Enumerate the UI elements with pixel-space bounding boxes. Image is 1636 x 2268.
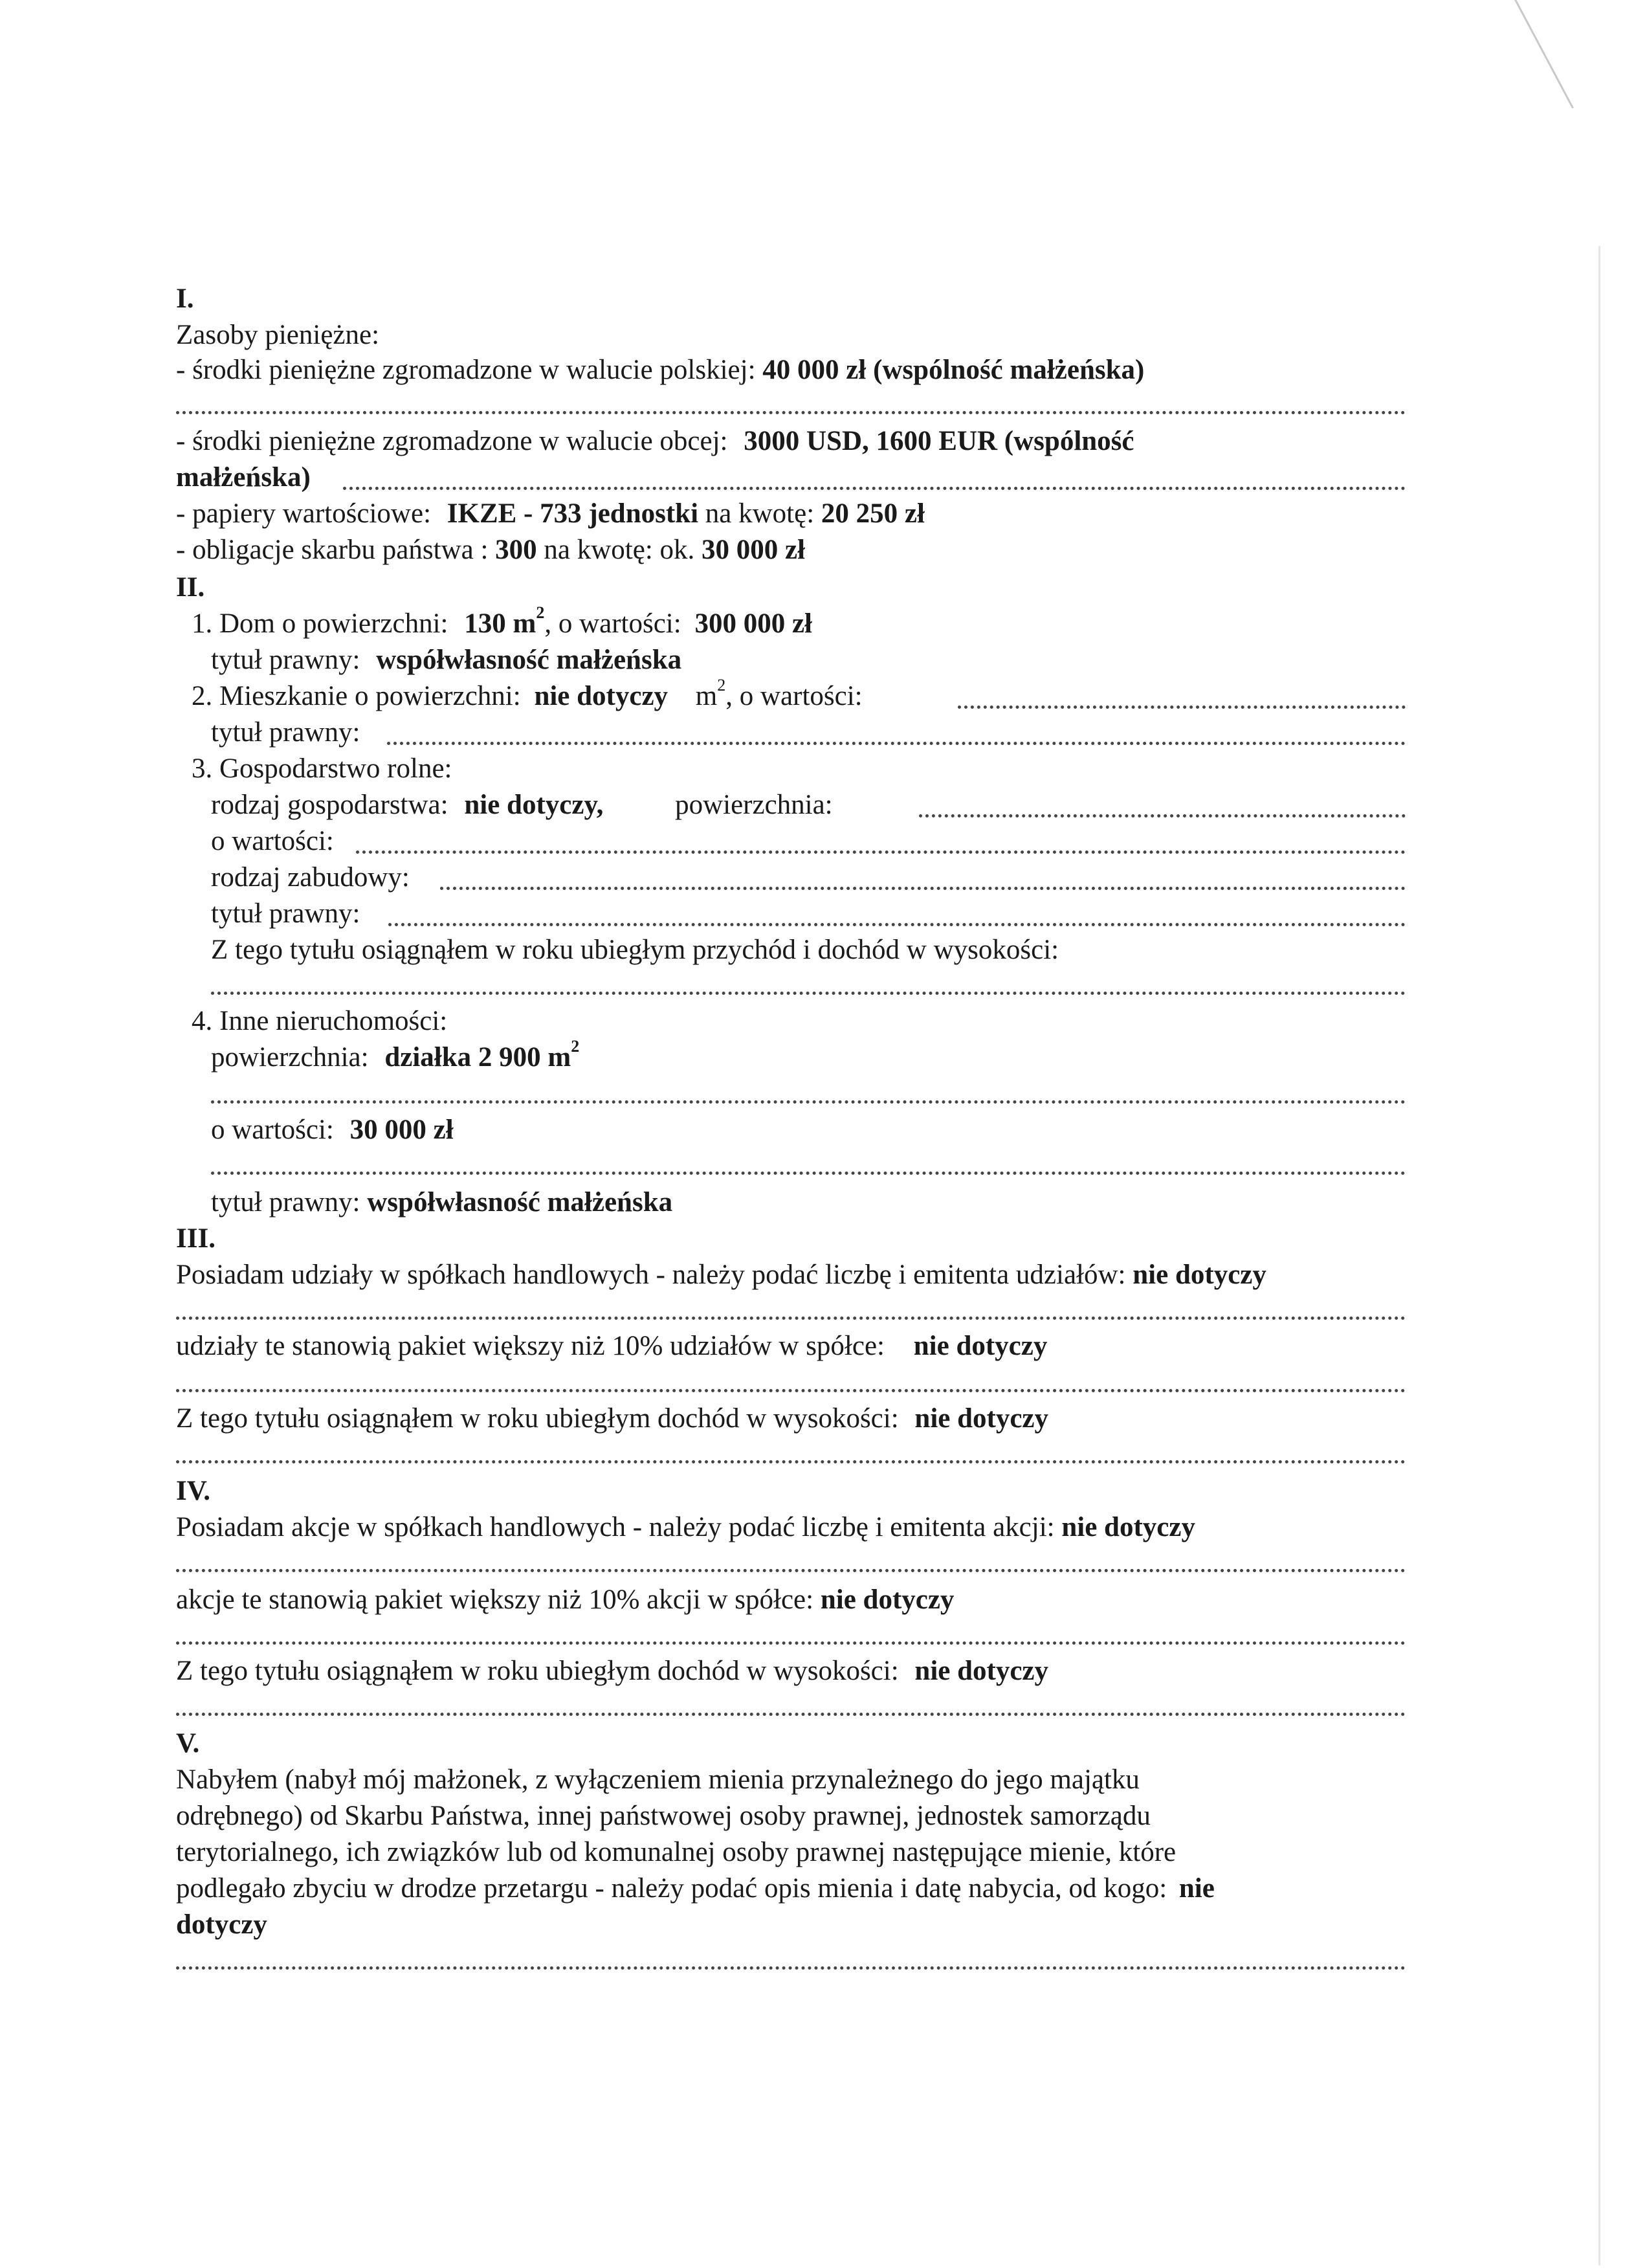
dotted-line [440,887,1406,890]
dotted-line [211,1100,1406,1104]
dotted-line [176,411,1406,414]
securities-amount: 20 250 zł [821,498,925,529]
house-area: 130 $m^2$ [464,603,545,639]
cash-foreign-value-cont: małżeńska) [176,462,311,493]
farm-area-label: powierzchnia: [675,790,833,820]
dotted-line [387,742,1406,745]
farm-buildings-label: rodzaj zabudowy: [211,862,410,893]
dotted-line [176,1389,1406,1392]
other-area-value: działka 2 900 $m^2$ [384,1037,580,1073]
cash-foreign-row [176,427,1134,455]
acquisition-value-b: dotyczy [176,1909,267,1940]
cash-title: Zasoby pieniężne: [176,320,380,350]
stock-value: nie dotyczy [1061,1512,1195,1542]
acquisition-line-4-text: podlegało zbyciu w drodze przetargu - należy podać opis mienia i datę nabycia, od kogo: [176,1873,1167,1904]
section-i-heading: I. [176,284,194,314]
bonds-mid: na kwotę: ok. [544,535,695,565]
other-title-label: tytuł prawny: [211,1187,360,1217]
flat-row [192,676,863,711]
other-value: 30 000 zł [349,1115,454,1145]
other-title-row [211,1188,672,1216]
dotted-line [211,992,1406,995]
section-v-heading: V. [176,1728,200,1759]
farm-label: 3. Gospodarstwo rolne: [192,753,452,784]
dotted-line [176,1966,1406,1970]
flat-area: nie dotyczy [534,681,669,711]
stock-income-value: nie dotyczy [914,1656,1049,1686]
acquisition-line-1: Nabyłem (nabył mój małżonek, z wyłączeniem mienia przynależnego do jego majątku [176,1764,1140,1795]
house-title-label: tytuł prawny: [211,645,360,675]
farm-title-label: tytuł prawny: [211,898,360,929]
cash-foreign-label: - środki pieniężne zgromadzone w walucie obcej: [176,426,728,456]
shares-pkg-row [176,1332,1047,1360]
flat-value-label: , o wartości: [725,681,863,711]
section-iv-heading: IV. [176,1476,210,1506]
cash-pln-label: - środki pieniężne zgromadzone w walucie polskiej: [176,355,756,385]
dotted-line [211,1172,1406,1175]
stock-row [176,1513,1195,1541]
shares-income-label: Z tego tytułu osiągnąłem w roku ubiegłym dochód w wysokości: [176,1403,899,1434]
house-value-label: , o wartości: [544,608,681,639]
section-iii-heading: III. [176,1223,216,1254]
section-ii-heading: II. [176,572,205,603]
bonds-amount: 30 000 zł [702,535,806,565]
cash-foreign-value: 3000 USD, 1600 EUR (wspólność [744,426,1134,456]
stock-pkg-label: akcje te stanowią pakiet większy niż 10% akcji w spółce: [176,1584,814,1615]
dotted-line [176,1569,1406,1572]
shares-pkg-value: nie dotyczy [913,1331,1048,1361]
flat-label: 2. Mieszkanie o powierzchni: [192,681,521,711]
stock-income-row [176,1657,1048,1685]
acquisition-value-a: nie [1178,1873,1215,1904]
stock-pkg-value: nie dotyczy [820,1584,955,1615]
dotted-line [958,706,1406,709]
scan-edge-line [1514,0,1574,109]
farm-type-value: nie dotyczy, [464,790,604,820]
cash-pln-value: 40 000 zł (wspólność małżeńska) [762,355,1145,385]
other-title-value: współwłasność małżeńska [367,1187,673,1217]
securities-label: - papiery wartościowe: [176,498,432,529]
stock-pkg-row [176,1586,954,1614]
dotted-line [919,814,1406,817]
bonds-row [176,536,805,564]
acquisition-line-3: terytorialnego, ich związków lub od komunalnej osoby prawnej następujące mienie, które [176,1837,1177,1867]
house-row [192,603,812,639]
shares-row [176,1261,1266,1289]
securities-row [176,500,925,528]
scan-edge-line [1598,246,1600,2265]
dotted-line [176,1713,1406,1716]
farm-value-label: o wartości: [211,826,334,856]
house-title-value: współwłasność małżeńska [376,645,682,675]
bonds-qty: 300 [495,535,537,565]
flat-title-label: tytuł prawny: [211,717,360,748]
dotted-line [176,1317,1406,1320]
dotted-line [176,1641,1406,1645]
stock-label: Posiadam akcje w spółkach handlowych - należy podać liczbę i emitenta akcji: [176,1512,1055,1542]
dotted-line [356,850,1406,854]
acquisition-line-4 [176,1874,1215,1902]
bonds-label: - obligacje skarbu państwa : [176,535,489,565]
shares-income-value: nie dotyczy [914,1403,1049,1434]
farm-income-label: Z tego tytułu osiągnąłem w roku ubiegłym przychód i dochód w wysokości: [211,935,1059,965]
house-label: 1. Dom o powierzchni: [192,608,448,639]
flat-unit: $m^2$ [695,676,726,711]
farm-type-row [211,791,833,819]
shares-label: Posiadam udziały w spółkach handlowych - należy podać liczbę i emitenta udziałów: [176,1260,1126,1290]
other-area-label: powierzchnia: [211,1042,369,1073]
dotted-line [388,923,1406,926]
other-value-label: o wartości: [211,1115,334,1145]
stock-income-label: Z tego tytułu osiągnąłem w roku ubiegłym dochód w wysokości: [176,1656,899,1686]
other-area-row [211,1037,580,1073]
shares-value: nie dotyczy [1133,1260,1266,1290]
shares-income-row [176,1405,1048,1432]
securities-mid: na kwotę: [705,498,815,529]
dotted-line [176,1460,1406,1463]
house-value: 300 000 zł [694,608,812,639]
acquisition-line-2: odrębnego) od Skarbu Państwa, innej państwowej osoby prawnej, jednostek samorządu [176,1801,1151,1831]
shares-pkg-label: udziały te stanowią pakiet większy niż 10% udziałów w spółce: [176,1331,885,1361]
securities-value: IKZE - 733 jednostki [447,498,699,529]
dotted-line [343,487,1406,490]
cash-pln-row [176,356,1144,384]
other-label: 4. Inne nieruchomości: [192,1006,448,1036]
farm-type-label: rodzaj gospodarstwa: [211,790,448,820]
other-value-row [211,1116,454,1144]
house-title-row [211,646,681,674]
